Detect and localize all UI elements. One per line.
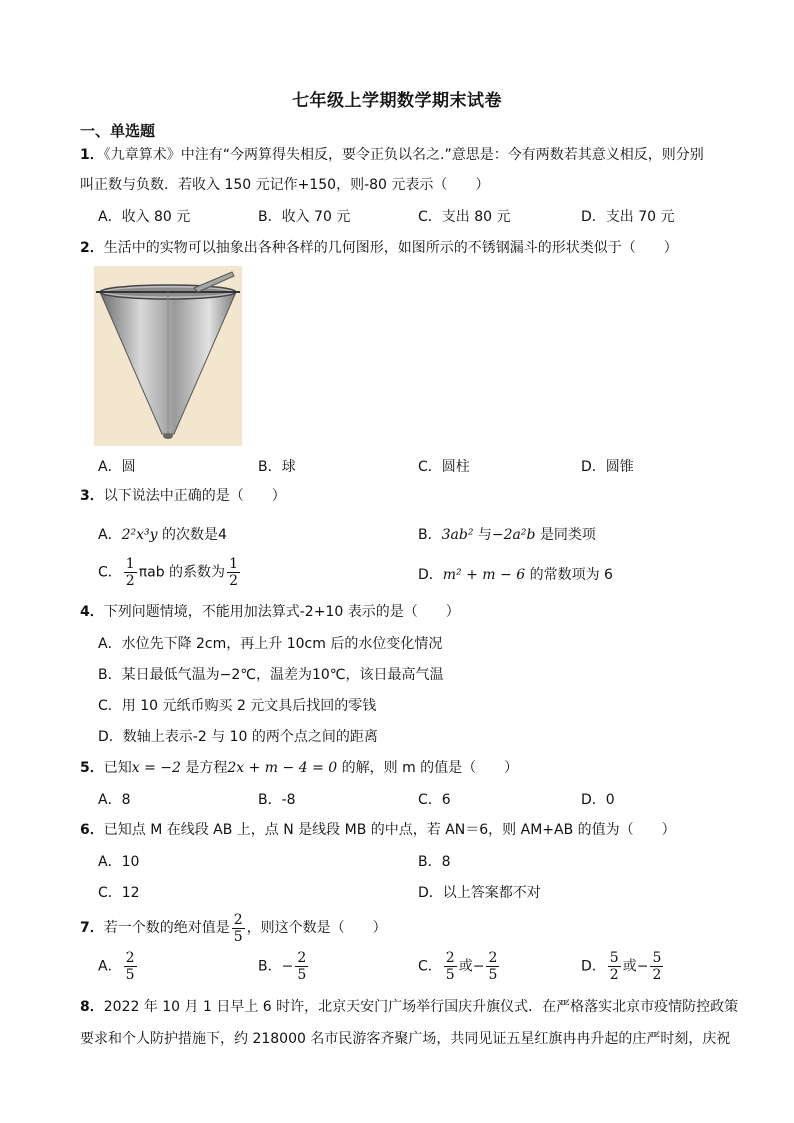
option-label: C．	[98, 564, 122, 581]
minus-sign: −	[636, 958, 649, 975]
option-b[interactable]	[98, 664, 758, 690]
fraction-numerator: 2	[125, 950, 135, 966]
option-text: 的次数是4	[157, 527, 227, 543]
question-number: 3．	[80, 488, 104, 504]
question-6-options-cd	[98, 882, 758, 908]
question-1	[80, 140, 740, 200]
option-c[interactable]	[98, 695, 758, 721]
question-3	[80, 481, 740, 511]
option-b[interactable]: B．球	[258, 459, 296, 475]
option-text: D．数轴上表示-2 与 10 的两个点之间的距离	[98, 729, 378, 745]
fraction-numerator: 2	[233, 911, 243, 928]
question-5-options	[98, 789, 758, 815]
option-b[interactable]	[418, 524, 596, 544]
funnel-image	[94, 266, 242, 446]
question-3-options-cd	[98, 556, 758, 594]
option-text: 或	[458, 958, 473, 975]
fraction-denominator: 5	[125, 967, 135, 983]
option-b[interactable]: B．-8	[258, 792, 296, 808]
option-label: B．	[418, 527, 442, 543]
option-a[interactable]: A．收入 80 元	[98, 209, 191, 225]
option-d[interactable]	[98, 726, 758, 752]
question-text: 2022 年 10 月 1 日早上 6 时许，北京天安门广场举行国庆升旗仪式．在严格落实北京市疫情防控政策	[103, 999, 739, 1015]
fraction-numerator: 1	[229, 556, 238, 572]
fraction-numerator: 5	[652, 950, 662, 966]
math-expression: 3ab²	[441, 527, 474, 543]
question-text: 已知点 M 在线段 AB 上，点 N 是线段 MB 的中点，若 AN＝6，则 AM+AB 的值为（ ）	[103, 822, 676, 838]
option-c[interactable]	[98, 556, 242, 589]
option-b[interactable]: B．8	[418, 854, 451, 870]
option-d[interactable]: D．支出 70 元	[581, 209, 675, 225]
question-text: 是方程	[180, 760, 228, 776]
question-text: ，则这个数是（ ）	[246, 920, 387, 936]
question-3-options-ab	[98, 524, 758, 550]
fraction-denominator: 5	[233, 928, 243, 945]
question-number: 6．	[80, 822, 104, 838]
option-a[interactable]: A．圆	[98, 459, 136, 475]
page-title: 七年级上学期数学期末试卷	[292, 91, 502, 111]
option-text: C．用 10 元纸币购买 2 元文具后找回的零钱	[98, 698, 377, 714]
option-label: A．	[98, 958, 122, 975]
fraction-denominator: 2	[125, 573, 135, 589]
fraction-numerator: 1	[125, 556, 135, 572]
question-7	[80, 906, 740, 950]
question-text: 的解，则 m 的值是（ ）	[337, 760, 519, 776]
question-6	[80, 815, 740, 845]
option-d[interactable]	[581, 950, 665, 983]
option-label: A．	[98, 527, 122, 543]
question-text: 生活中的实物可以抽象出各种各样的几何图形，如图所示的不锈钢漏斗的形状类似于（ ）	[103, 240, 678, 256]
option-a[interactable]: A．10	[98, 854, 140, 870]
option-a[interactable]	[98, 950, 139, 983]
question-2-options	[98, 456, 758, 482]
question-text: 叫正数与负数．若收入 150 元记作+150，则-80 元表示（ ）	[80, 177, 490, 193]
fraction	[227, 556, 240, 589]
option-label: C．	[418, 958, 442, 975]
question-text: 要求和个人防护措施下，约 218000 名市民游客齐聚广场，共同见证五星红旗冉冉升起的庄严时刻，庆祝	[80, 1031, 731, 1047]
section-heading: 一、单选题	[80, 122, 156, 140]
option-text: A．水位先下降 2cm，再上升 10cm 后的水位变化情况	[98, 636, 443, 652]
option-c[interactable]: C．6	[418, 792, 451, 808]
fraction	[124, 950, 137, 983]
question-2	[80, 233, 740, 263]
minus-sign: −	[281, 958, 294, 975]
option-c[interactable]	[418, 950, 501, 983]
question-text: 已知	[103, 760, 132, 776]
question-text: 若一个数的绝对值是	[103, 920, 230, 936]
fraction-denominator: 2	[609, 967, 619, 983]
option-a[interactable]: A．8	[98, 792, 131, 808]
option-label: D．	[418, 567, 443, 583]
fraction	[486, 950, 499, 983]
math-expression: x = −2	[131, 760, 181, 776]
option-text: 的常数项为 6	[525, 567, 613, 583]
option-label: D．	[581, 958, 606, 975]
fraction-denominator: 2	[229, 573, 238, 589]
question-text: 《九章算术》中注有“今两算得失相反，要令正负以名之.”意思是：今有两数若其意义相反，则分别	[103, 147, 704, 163]
question-6-options-ab	[98, 851, 758, 877]
option-d[interactable]	[418, 564, 613, 584]
option-d[interactable]: D．0	[581, 792, 615, 808]
question-8	[80, 991, 740, 1055]
math-expression: 2²x³y	[121, 527, 158, 543]
question-number: 8．	[80, 999, 104, 1015]
option-d[interactable]: D．以上答案都不对	[418, 885, 541, 901]
question-number: 1．	[80, 147, 104, 163]
math-expression: m² + m − 6	[442, 567, 526, 583]
option-text: 是同类项	[535, 527, 596, 543]
fraction-denominator: 5	[488, 967, 498, 983]
fraction-numerator: 2	[297, 950, 307, 966]
option-a[interactable]	[98, 524, 227, 544]
question-number: 4．	[80, 604, 104, 620]
question-number: 7．	[80, 920, 104, 936]
question-text: 以下说法中正确的是（ ）	[103, 488, 286, 504]
option-b[interactable]	[258, 950, 310, 983]
option-text: 或	[622, 958, 637, 975]
option-c[interactable]: C．圆柱	[418, 459, 470, 475]
question-text: 下列问题情境，不能用加法算式-2+10 表示的是（ ）	[103, 604, 460, 620]
option-b[interactable]: B．收入 70 元	[258, 209, 351, 225]
option-label: B．	[258, 958, 282, 975]
option-text: 与	[473, 527, 492, 543]
question-number: 2．	[80, 240, 104, 256]
question-4	[80, 597, 740, 627]
fraction-denominator: 5	[445, 967, 455, 983]
option-text: πab 的系数为	[138, 564, 226, 581]
fraction	[232, 912, 245, 945]
option-c[interactable]: C．12	[98, 885, 140, 901]
option-text: B．某日最低气温为−2℃，温差为10℃，该日最高气温	[98, 667, 444, 683]
option-c[interactable]: C．支出 80 元	[418, 209, 511, 225]
minus-sign: −	[472, 958, 485, 975]
question-number: 5．	[80, 760, 104, 776]
fraction-numerator: 5	[609, 950, 619, 966]
option-d[interactable]: D．圆锥	[581, 459, 634, 475]
fraction-denominator: 5	[297, 967, 307, 983]
question-1-options	[98, 206, 758, 232]
question-7-options	[98, 950, 758, 990]
fraction	[295, 950, 308, 983]
fraction-numerator: 2	[488, 950, 498, 966]
fraction	[444, 950, 457, 983]
question-5	[80, 753, 740, 783]
math-expression: −2a²b	[491, 527, 536, 543]
fraction-numerator: 2	[445, 950, 455, 966]
fraction-denominator: 2	[652, 967, 662, 983]
math-expression: 2x + m − 4 = 0	[227, 760, 338, 776]
option-a[interactable]	[98, 633, 758, 659]
fraction	[124, 556, 137, 589]
fraction	[608, 950, 621, 983]
fraction	[650, 950, 663, 983]
